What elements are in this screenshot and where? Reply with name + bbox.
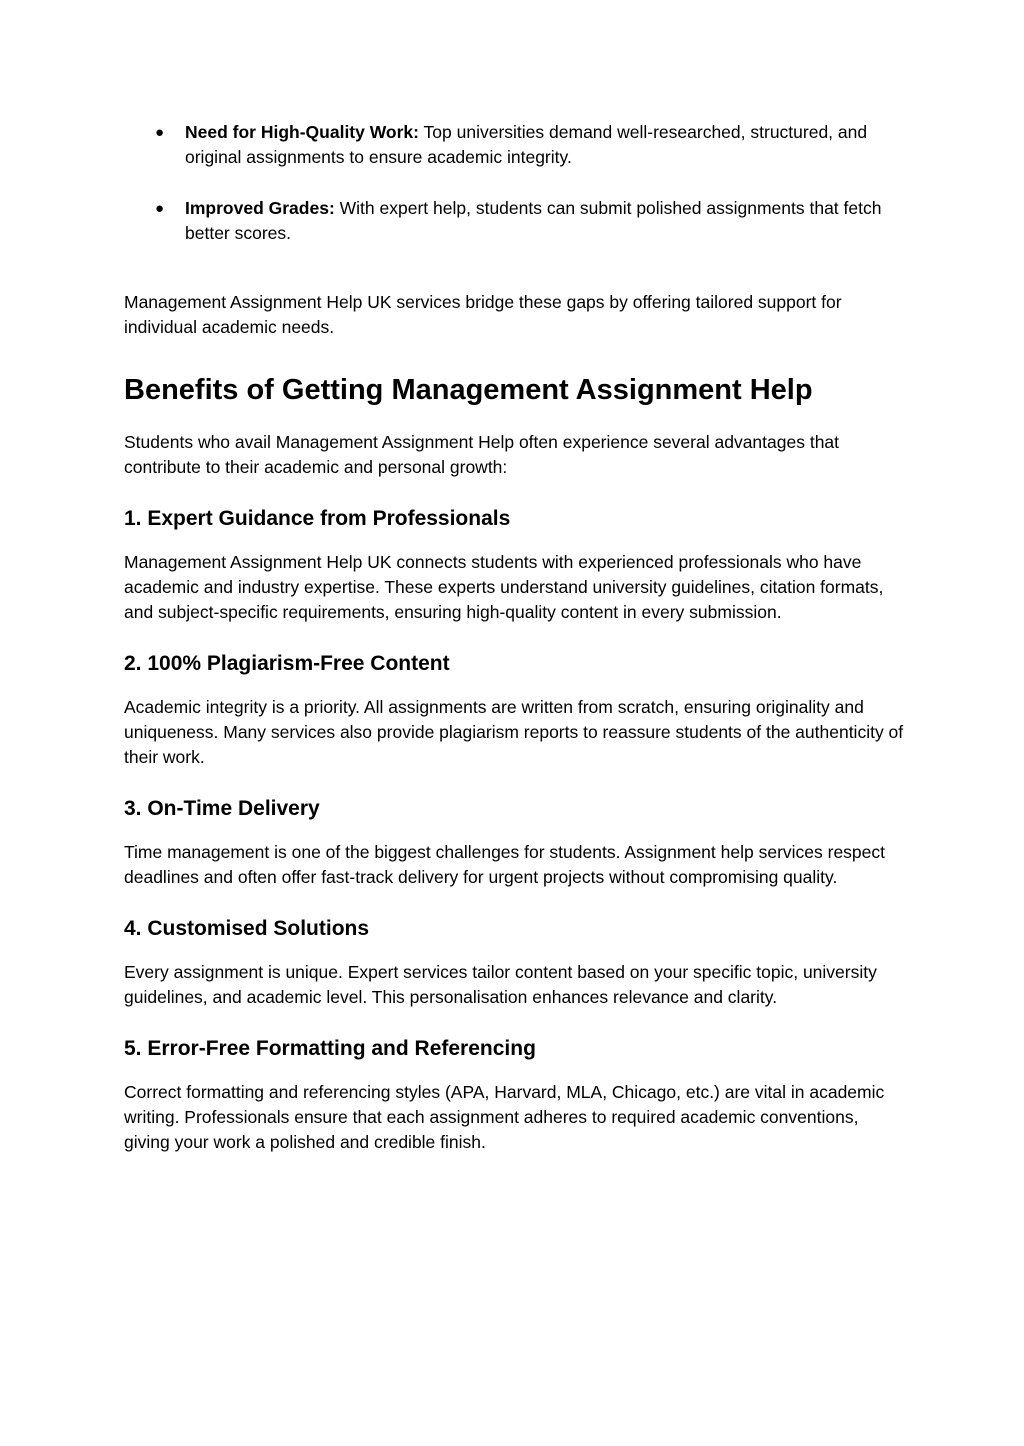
section-body: Every assignment is unique. Expert services tailor content based on your specific topic, university guidelines, and academic level. This personalisation enhances relevance and clarity.	[124, 962, 877, 1007]
section-body: Academic integrity is a priority. All assignments are written from scratch, ensuring originality and uniqueness. Many services also provide plagiarism reports to reassure students of the authenticity of their work.	[124, 697, 904, 767]
section-heading: 4. Customised Solutions	[124, 917, 370, 940]
bullet-text: Top universities demand well-researched, structured, and original assignments to ensure academic integrity.	[185, 122, 868, 167]
intro-paragraph: Management Assignment Help UK services bridge these gaps by offering tailored support for individual academic needs.	[124, 292, 842, 337]
document-page	[124, 120, 904, 1155]
section-body: Management Assignment Help UK connects students with experienced professionals who have academic and industry expertise. These experts understand university guidelines, citation formats, and subject-specific requirements, ensuring high-quality content in every submission.	[124, 552, 884, 622]
bullet-label: Improved Grades:	[185, 198, 335, 218]
benefit-section-customised-solutions	[124, 914, 904, 1010]
bullet-list	[124, 120, 904, 246]
section-body: Correct formatting and referencing styles (APA, Harvard, MLA, Chicago, etc.) are vital in academic writing. Professionals ensure that each assignment adheres to required academic conventions, giving your work a polished and credible finish.	[124, 1082, 885, 1152]
section-heading: 5. Error-Free Formatting and Referencing	[124, 1037, 536, 1060]
section-heading: 2. 100% Plagiarism-Free Content	[124, 652, 450, 675]
section-heading: 3. On-Time Delivery	[124, 797, 320, 820]
section-heading: 1. Expert Guidance from Professionals	[124, 507, 511, 530]
section-body: Time management is one of the biggest challenges for students. Assignment help services respect deadlines and often offer fast-track delivery for urgent projects without compromising quality.	[124, 842, 886, 887]
bullet-item-improved-grades	[124, 196, 904, 246]
benefit-section-expert-guidance	[124, 504, 904, 625]
benefit-section-on-time-delivery	[124, 794, 904, 890]
bullet-label: Need for High-Quality Work:	[185, 122, 419, 142]
benefits-lead-paragraph: Students who avail Management Assignment Help often experience several advantages that contribute to their academic and personal growth:	[124, 432, 840, 477]
bullet-item-high-quality-work	[124, 120, 904, 170]
bullet-text: With expert help, students can submit polished assignments that fetch better scores.	[185, 198, 882, 243]
benefit-section-formatting-referencing	[124, 1034, 904, 1155]
bullet-icon: ●	[155, 124, 165, 141]
benefit-section-plagiarism-free	[124, 649, 904, 770]
bullet-icon: ●	[155, 200, 165, 217]
benefits-title: Benefits of Getting Management Assignment Help	[124, 374, 813, 406]
